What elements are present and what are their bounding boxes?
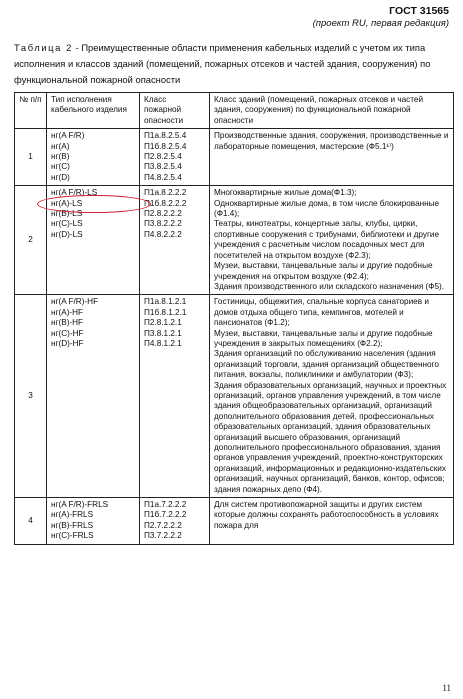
cable-type: нг(A): [51, 141, 70, 151]
cable-type-cell: [47, 498, 140, 545]
cable-type: нг(D)-HF: [51, 338, 84, 348]
fire-class: П1а.7.2.2.2: [144, 500, 187, 510]
fire-class: П1б.7.2.2.2: [144, 510, 187, 520]
table-row: [15, 129, 454, 186]
cable-type: нг(C)-HF: [51, 328, 84, 338]
cable-type-highlighted: нг(A)-LS: [51, 198, 83, 208]
fire-class: П1б.8.2.2.2: [144, 198, 187, 208]
building-class-text: Многоквартирные жилые дома(Ф1.3);: [214, 188, 357, 198]
table-caption: [14, 40, 454, 88]
cable-type: нг(B)-HF: [51, 318, 84, 328]
fire-class: П2.8.2.5.4: [144, 152, 182, 162]
fire-class: П1а.8.1.2.1: [144, 297, 187, 307]
cable-type: нг(B)-LS: [51, 209, 83, 219]
column-header-number: № п/п: [15, 93, 47, 129]
cable-type: нг(C): [51, 162, 70, 172]
building-class-text: Производственные здания, сооружения, производственные и лабораторные помещения, мастерские (Ф5.1¹⁾): [214, 131, 449, 151]
table-caption-text: - Преимущественные области применения кабельных изделий с учетом их типа исполнения и классов зданий (помещений, пожарных отсеков и частей здания, сооружения) по функциональной пожарной опасности: [14, 42, 431, 85]
cable-type: нг(C)-LS: [51, 219, 83, 229]
fire-class: П3.7.2.2.2: [144, 531, 182, 541]
cable-type: нг(B)-FRLS: [51, 520, 94, 530]
column-header-fire-class: Класс пожарной опасности: [140, 93, 210, 129]
building-class-cell: [210, 498, 454, 545]
column-header-building-class: Класс зданий (помещений, пожарных отсеков и частей здания, сооружения) по функциональной пожарной опасности: [210, 93, 454, 129]
cable-type: нг(B): [51, 152, 70, 162]
fire-class: П3.8.2.5.4: [144, 162, 182, 172]
cable-type-cell: [47, 295, 140, 498]
building-class-text: Театры, кинотеатры, концертные залы, клубы, цирки, спортивные сооружения с трибунами, библиотеки и другие учреждения с расчетным числом посадочных мест для посетителей на открытом воздухе (Ф2.3);: [214, 219, 440, 260]
fire-class: П4.8.1.2.1: [144, 338, 182, 348]
document-header-subtitle: (проект RU, первая редакция): [312, 18, 449, 29]
row-number: 4: [15, 498, 47, 545]
cable-type: нг(D): [51, 172, 70, 182]
cable-type: нг(A)-HF: [51, 307, 84, 317]
fire-class: П4.8.2.5.4: [144, 172, 182, 182]
building-class-text: Музеи, выставки, танцевальные залы и другие подобные учреждения в закрытых помещениях (Ф2.2);: [214, 328, 433, 348]
fire-class-cell: [140, 295, 210, 498]
table-header-row: [15, 93, 454, 129]
cable-type: нг(A F/R)-HF: [51, 297, 99, 307]
application-areas-table: [14, 92, 454, 545]
column-header-cable-type: Тип исполнения кабельного изделия: [47, 93, 140, 129]
fire-class: П1а.8.2.2.2: [144, 188, 187, 198]
building-class-cell: [210, 129, 454, 186]
building-class-cell: [210, 186, 454, 295]
cable-type: нг(D)-LS: [51, 229, 83, 239]
fire-class: П2.8.1.2.1: [144, 318, 182, 328]
row-number: 2: [15, 186, 47, 295]
fire-class: П3.8.1.2.1: [144, 328, 182, 338]
building-class-text: Здания образовательных организаций, научных и проектных организаций, органов управления учреждений, в том числе здания общеобразовательных организаций, организаций дополнительного образования детей, профессиональных образовательных организаций, здания образовательных организаций высшего образования, организаций дополнительного профессионального образования, здания органов управления учреждений, проектно-конструкторских организаций, информационных и редакционно-издательских организаций, научных организаций, банков, контор, офисов; здания пожарных депо (Ф4).: [214, 380, 447, 494]
cable-type: нг(C)-FRLS: [51, 531, 94, 541]
page-number: 11: [442, 683, 451, 693]
building-class-text: Для систем противопожарной защиты и других систем которые должны сохранять работоспособность в условиях пожара для: [214, 500, 439, 530]
cable-type: нг(A F/R)-FRLS: [51, 500, 109, 510]
red-highlight-circle: [37, 195, 151, 213]
fire-class: П1а.8.2.5.4: [144, 131, 187, 141]
fire-class: П2.8.2.2.2: [144, 209, 182, 219]
building-class-cell: [210, 295, 454, 498]
row-number: 3: [15, 295, 47, 498]
building-class-text: Одноквартирные жилые дома, в том числе блокированные (Ф1.4);: [214, 198, 440, 219]
building-class-text: Музеи, выставки, танцевальные залы и другие подобные учреждения на открытом воздухе (Ф2.4);: [214, 261, 433, 281]
cable-type: нг(A F/R): [51, 131, 85, 141]
cable-type: нг(A)-FRLS: [51, 510, 94, 520]
cable-type-cell: [47, 129, 140, 186]
fire-class: П3.8.2.2.2: [144, 219, 182, 229]
table-row: [15, 498, 454, 545]
building-class-text: Здания организаций по обслуживанию населения (здания организаций торговли, здания организаций общественного питания, вокзалы, поликлиники и амбулатории (Ф3);: [214, 349, 439, 380]
fire-class: П4.8.2.2.2: [144, 229, 182, 239]
fire-class: П1б.8.1.2.1: [144, 307, 187, 317]
document-header-title: ГОСТ 31565: [389, 5, 449, 17]
cable-type: нг(A F/R)-LS: [51, 188, 98, 198]
table-caption-label: Таблица 2: [14, 42, 73, 53]
building-class-text: Гостиницы, общежития, спальные корпуса санаториев и домов отдыха общего типа, кемпингов, мотелей и пансионатов (Ф1.2);: [214, 297, 429, 328]
fire-class: П2.7.2.2.2: [144, 520, 182, 530]
row-number: 1: [15, 129, 47, 186]
table-row: [15, 295, 454, 498]
fire-class: П1б.8.2.5.4: [144, 141, 187, 151]
fire-class-cell: [140, 129, 210, 186]
building-class-text: Здания производственного или складского назначения (Ф5).: [214, 281, 445, 291]
fire-class-cell: [140, 498, 210, 545]
